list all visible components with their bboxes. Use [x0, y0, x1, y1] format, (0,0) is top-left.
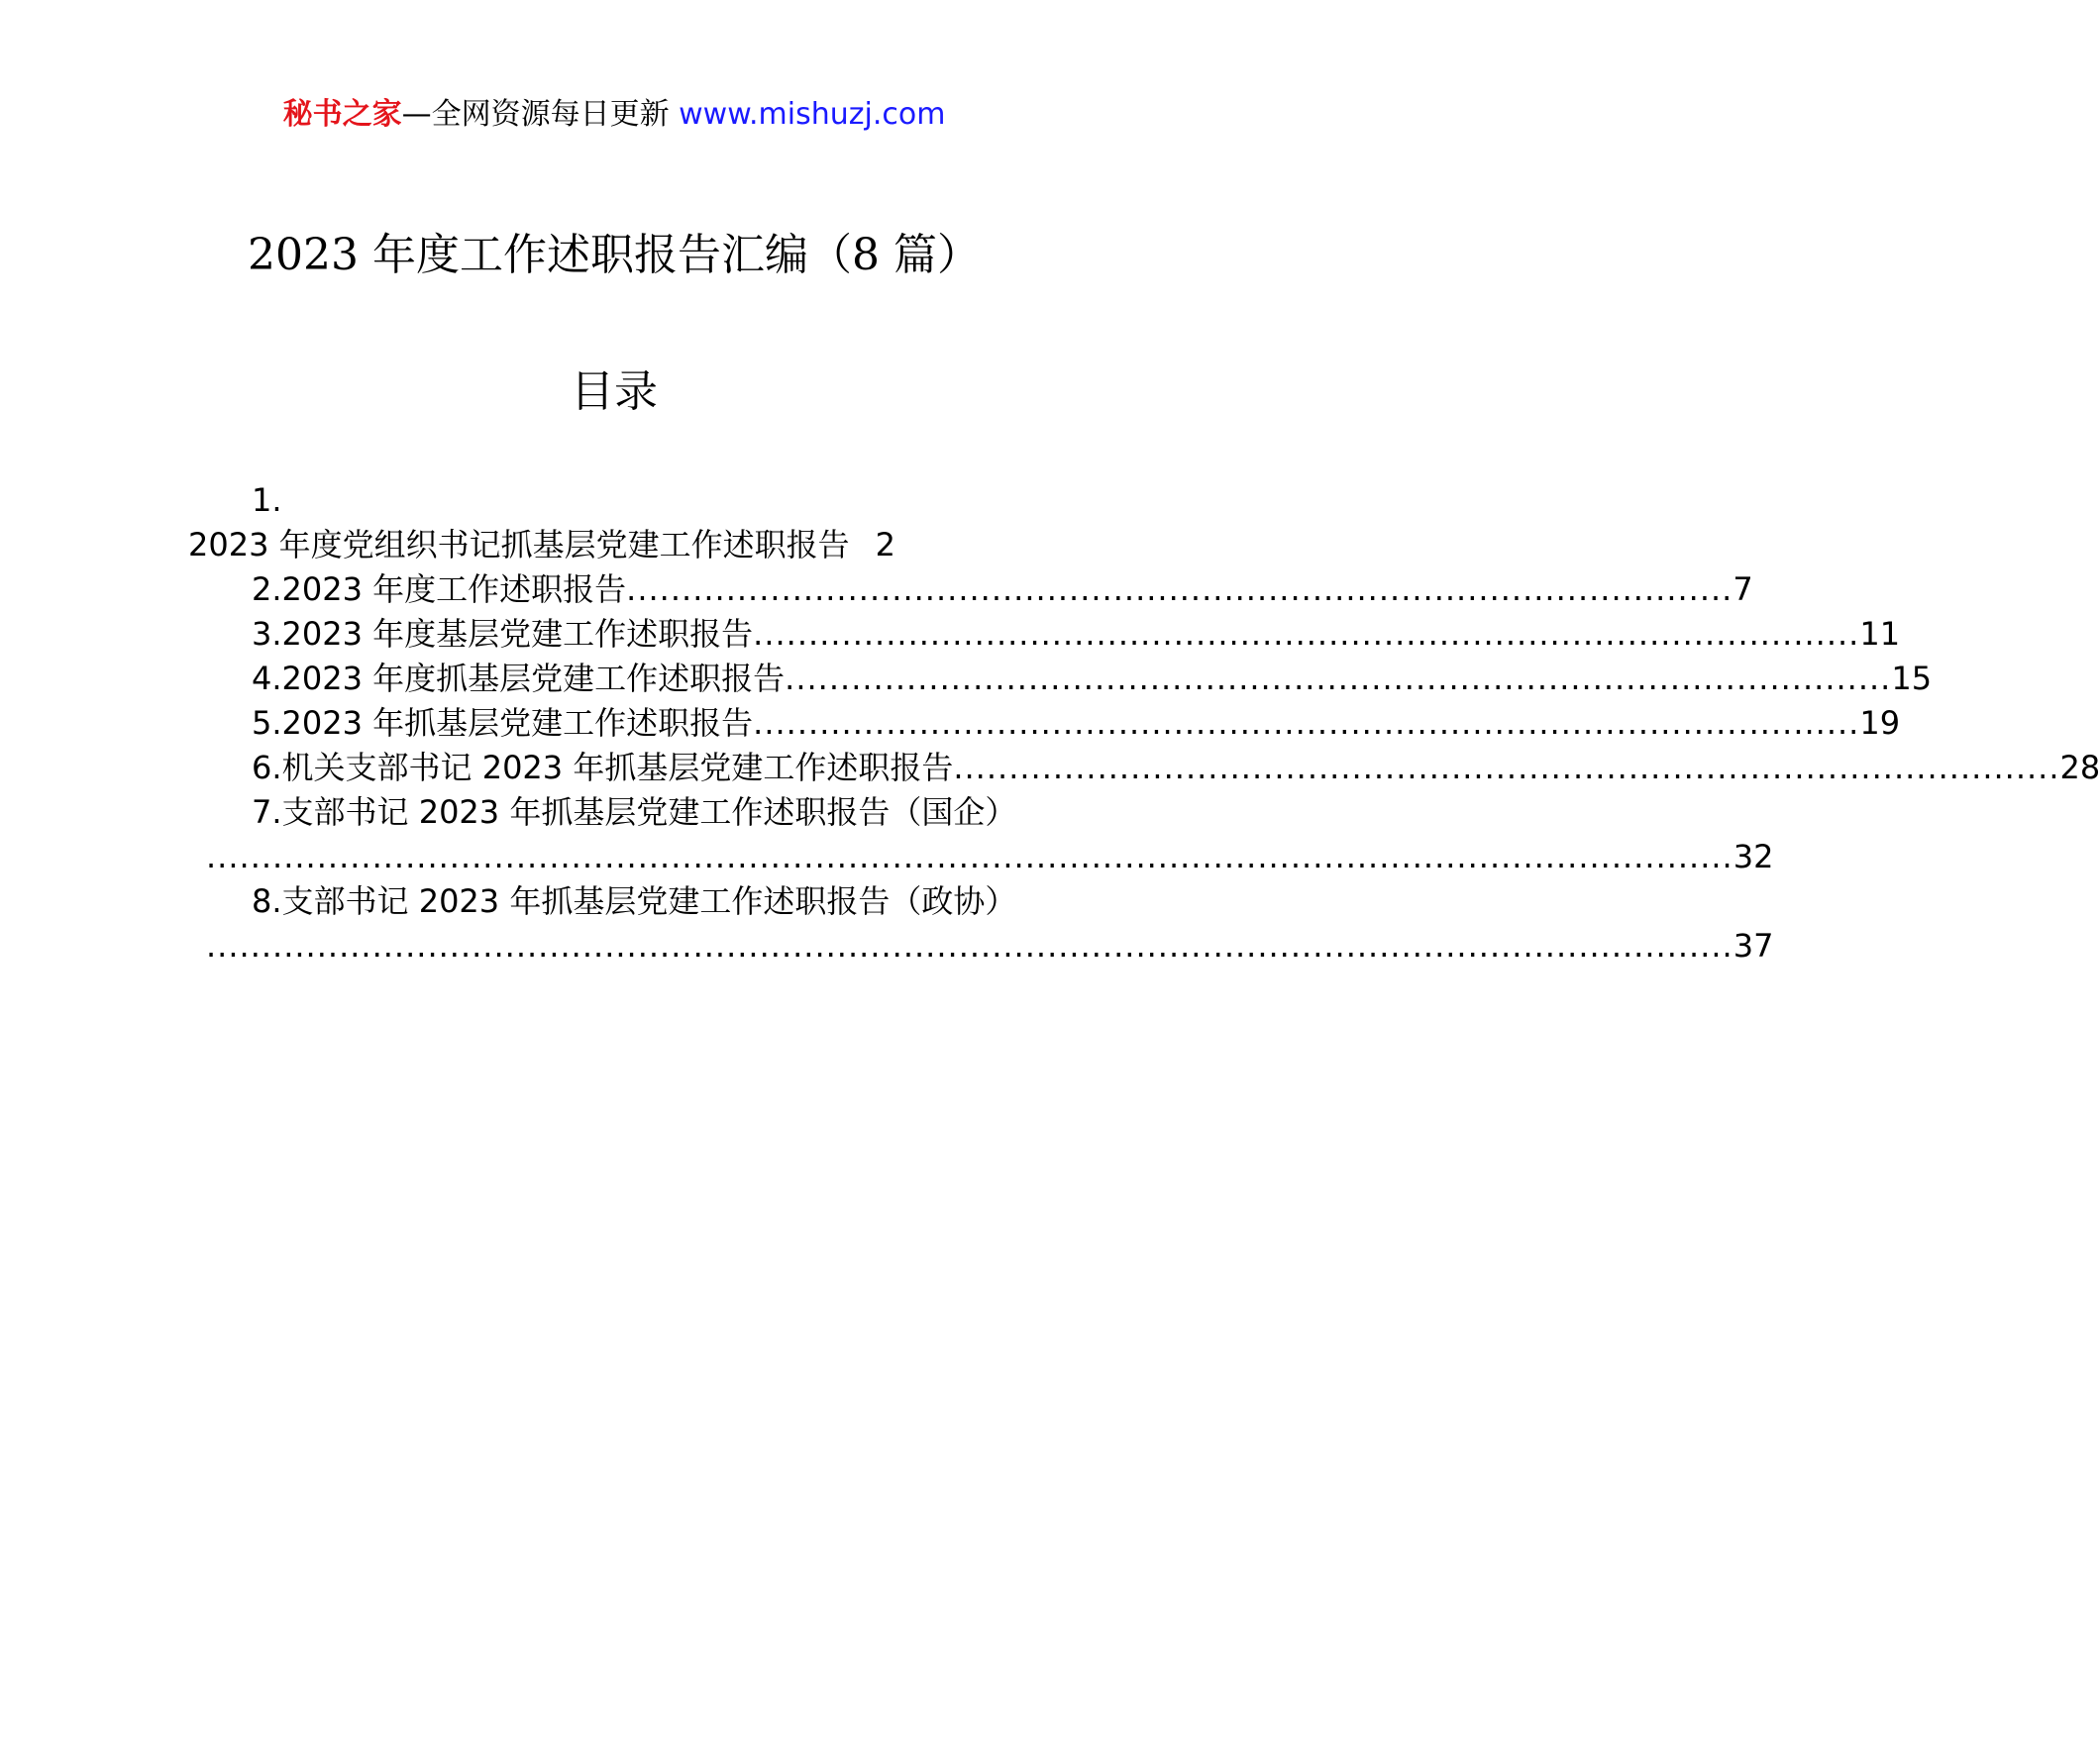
toc-item-page: 28	[2059, 749, 2100, 786]
toc-item-number: 8.	[252, 882, 282, 920]
toc-item-number: 6.	[252, 749, 282, 786]
toc-item-page: 15	[1891, 660, 1933, 697]
toc-item-number: 3.	[252, 615, 282, 653]
toc-item-6[interactable]	[188, 746, 2100, 790]
document-title: 2023 年度工作述职报告汇编（8 篇）	[248, 230, 981, 280]
toc-item-1-number-line[interactable]	[188, 478, 1036, 523]
header-tagline: —全网资源每日更新	[401, 97, 680, 132]
toc-item-7-title-line[interactable]	[188, 790, 1036, 835]
toc-item-number: 7.	[252, 793, 282, 831]
toc-leader-dots: ....................................................................................................	[785, 660, 1892, 697]
toc-leader-dots: ....................................................................................................	[626, 570, 1733, 608]
brand-name: 秘书之家	[282, 97, 402, 132]
toc-item-4[interactable]	[188, 657, 1933, 701]
toc-item-1-title-line[interactable]	[188, 523, 1036, 567]
toc-item-number: 2.	[252, 570, 282, 608]
toc-leader-dots: ....................................................................................................	[753, 615, 1860, 653]
toc-item-title: 支部书记 2023 年抓基层党建工作述职报告（政协）	[281, 882, 1017, 920]
toc-leader-dots: ..........................................................................................................................................	[206, 838, 1733, 875]
toc-item-number: 1.	[252, 481, 282, 519]
toc-item-title: 2023 年度党组织书记抓基层党建工作述职报告	[188, 526, 850, 563]
toc-item-page: 37	[1732, 927, 1774, 965]
toc-item-title: 2023 年抓基层党建工作述职报告	[281, 704, 754, 742]
toc-item-page: 7	[1732, 570, 1753, 608]
toc-item-title: 2023 年度工作述职报告	[281, 570, 627, 608]
toc-item-title: 2023 年度抓基层党建工作述职报告	[281, 660, 786, 697]
toc-item-title: 2023 年度基层党建工作述职报告	[281, 615, 754, 653]
table-of-contents	[188, 478, 2100, 969]
toc-item-number: 5.	[252, 704, 282, 742]
site-header	[0, 95, 1228, 135]
toc-item-title: 支部书记 2023 年抓基层党建工作述职报告（国企）	[281, 793, 1017, 831]
toc-item-number: 4.	[252, 660, 282, 697]
toc-leader-dots: ....................................................................................................	[953, 749, 2060, 786]
toc-item-page: 2	[875, 526, 895, 563]
toc-item-page: 19	[1859, 704, 1901, 742]
toc-item-7-page-line[interactable]	[188, 835, 1774, 879]
toc-item-3[interactable]	[188, 612, 1901, 657]
toc-leader-dots: ..........................................................................................................................................	[206, 927, 1733, 965]
toc-leader-dots: ....................................................................................................	[753, 704, 1860, 742]
toc-heading: 目录	[571, 366, 658, 417]
toc-item-8-page-line[interactable]	[188, 924, 1774, 969]
toc-item-8-title-line[interactable]	[188, 879, 1036, 924]
toc-item-5[interactable]	[188, 701, 1901, 746]
toc-item-2[interactable]	[188, 567, 1753, 612]
toc-item-page: 11	[1859, 615, 1901, 653]
site-url-link[interactable]: www.mishuzj.com	[679, 97, 946, 132]
toc-item-page: 32	[1732, 838, 1774, 875]
toc-item-title: 机关支部书记 2023 年抓基层党建工作述职报告	[281, 749, 954, 786]
